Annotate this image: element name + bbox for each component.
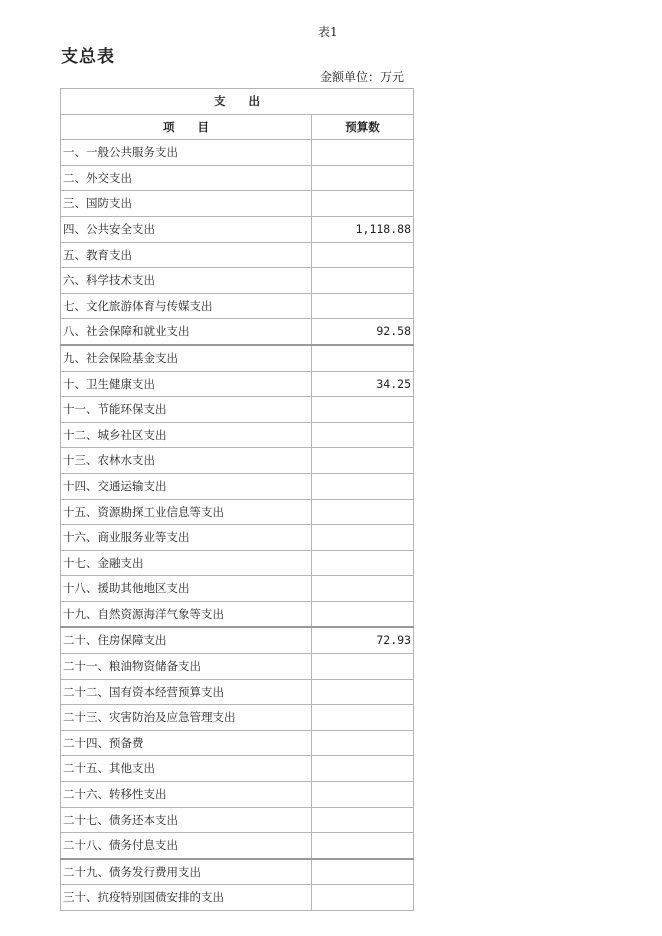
table-row <box>61 165 414 191</box>
row-label: 二十八、债务付息支出 <box>61 833 312 859</box>
row-budget-value <box>312 782 414 808</box>
row-label: 二十六、转移性支出 <box>61 782 312 808</box>
table-row <box>61 473 414 499</box>
row-budget-value <box>312 885 414 911</box>
row-label: 三、国防支出 <box>61 191 312 217</box>
table-column-header-row <box>61 114 414 140</box>
row-budget-value <box>312 859 414 885</box>
table-row <box>61 242 414 268</box>
row-budget-value <box>312 397 414 423</box>
row-budget-value: 34.25 <box>312 371 414 397</box>
row-label: 二十七、债务还本支出 <box>61 807 312 833</box>
row-budget-value: 72.93 <box>312 627 414 653</box>
row-label: 十二、城乡社区支出 <box>61 422 312 448</box>
row-budget-value <box>312 422 414 448</box>
table-row <box>61 576 414 602</box>
row-budget-value <box>312 807 414 833</box>
row-label: 十五、资源勘探工业信息等支出 <box>61 499 312 525</box>
row-budget-value <box>312 679 414 705</box>
row-budget-value <box>312 473 414 499</box>
table-row <box>61 319 414 345</box>
group-header: 支 出 <box>61 89 414 115</box>
row-budget-value <box>312 705 414 731</box>
row-budget-value <box>312 525 414 551</box>
row-label: 二十二、国有资本经营预算支出 <box>61 679 312 705</box>
table-group-header-row <box>61 89 414 115</box>
table-row <box>61 422 414 448</box>
row-label: 十七、金融支出 <box>61 550 312 576</box>
row-budget-value <box>312 191 414 217</box>
row-budget-value <box>312 499 414 525</box>
row-label: 六、科学技术支出 <box>61 268 312 294</box>
row-label: 八、社会保障和就业支出 <box>61 319 312 345</box>
row-label: 二十一、粮油物资储备支出 <box>61 654 312 680</box>
row-budget-value <box>312 268 414 294</box>
table-row <box>61 140 414 166</box>
row-budget-value: 92.58 <box>312 319 414 345</box>
row-budget-value <box>312 165 414 191</box>
row-budget-value <box>312 576 414 602</box>
table-row <box>61 371 414 397</box>
table-row <box>61 268 414 294</box>
row-budget-value <box>312 140 414 166</box>
table-row <box>61 216 414 242</box>
row-label: 二十九、债务发行费用支出 <box>61 859 312 885</box>
table-row <box>61 448 414 474</box>
row-budget-value <box>312 833 414 859</box>
table-row <box>61 499 414 525</box>
table-row <box>61 601 414 627</box>
row-budget-value <box>312 550 414 576</box>
row-label: 二、外交支出 <box>61 165 312 191</box>
table-row <box>61 627 414 653</box>
table-row <box>61 782 414 808</box>
row-label: 三十、抗疫特别国债安排的支出 <box>61 885 312 911</box>
row-label: 七、文化旅游体育与传媒支出 <box>61 293 312 319</box>
row-budget-value <box>312 242 414 268</box>
row-label: 二十五、其他支出 <box>61 756 312 782</box>
row-label: 十八、援助其他地区支出 <box>61 576 312 602</box>
table-row <box>61 397 414 423</box>
table-row <box>61 833 414 859</box>
table-row <box>61 679 414 705</box>
row-budget-value <box>312 601 414 627</box>
row-budget-value: 1,118.88 <box>312 216 414 242</box>
row-budget-value <box>312 293 414 319</box>
row-label: 十六、商业服务业等支出 <box>61 525 312 551</box>
row-budget-value <box>312 730 414 756</box>
table-row <box>61 654 414 680</box>
row-label: 二十、住房保障支出 <box>61 627 312 653</box>
table-row <box>61 859 414 885</box>
expenditure-table <box>60 88 414 911</box>
page-title: 支总表 <box>61 47 115 67</box>
row-label: 二十三、灾害防治及应急管理支出 <box>61 705 312 731</box>
table-row <box>61 550 414 576</box>
column-header-item: 项 目 <box>61 114 312 140</box>
row-label: 四、公共安全支出 <box>61 216 312 242</box>
row-budget-value <box>312 345 414 371</box>
row-label: 十、卫生健康支出 <box>61 371 312 397</box>
unit-note: 金额单位：万元 <box>320 70 405 84</box>
row-budget-value <box>312 448 414 474</box>
row-label: 十三、农林水支出 <box>61 448 312 474</box>
table-row <box>61 756 414 782</box>
row-label: 五、教育支出 <box>61 242 312 268</box>
table-row <box>61 705 414 731</box>
column-header-budget: 预算数 <box>312 114 414 140</box>
row-budget-value <box>312 654 414 680</box>
table-row <box>61 525 414 551</box>
row-budget-value <box>312 756 414 782</box>
row-label: 二十四、预备费 <box>61 730 312 756</box>
table-row <box>61 807 414 833</box>
row-label: 十九、自然资源海洋气象等支出 <box>61 601 312 627</box>
row-label: 十四、交通运输支出 <box>61 473 312 499</box>
row-label: 一、一般公共服务支出 <box>61 140 312 166</box>
table-row <box>61 191 414 217</box>
table-number: 表1 <box>318 25 338 39</box>
row-label: 九、社会保险基金支出 <box>61 345 312 371</box>
table-row <box>61 345 414 371</box>
table-row <box>61 730 414 756</box>
row-label: 十一、节能环保支出 <box>61 397 312 423</box>
table-row <box>61 293 414 319</box>
table-row <box>61 885 414 911</box>
